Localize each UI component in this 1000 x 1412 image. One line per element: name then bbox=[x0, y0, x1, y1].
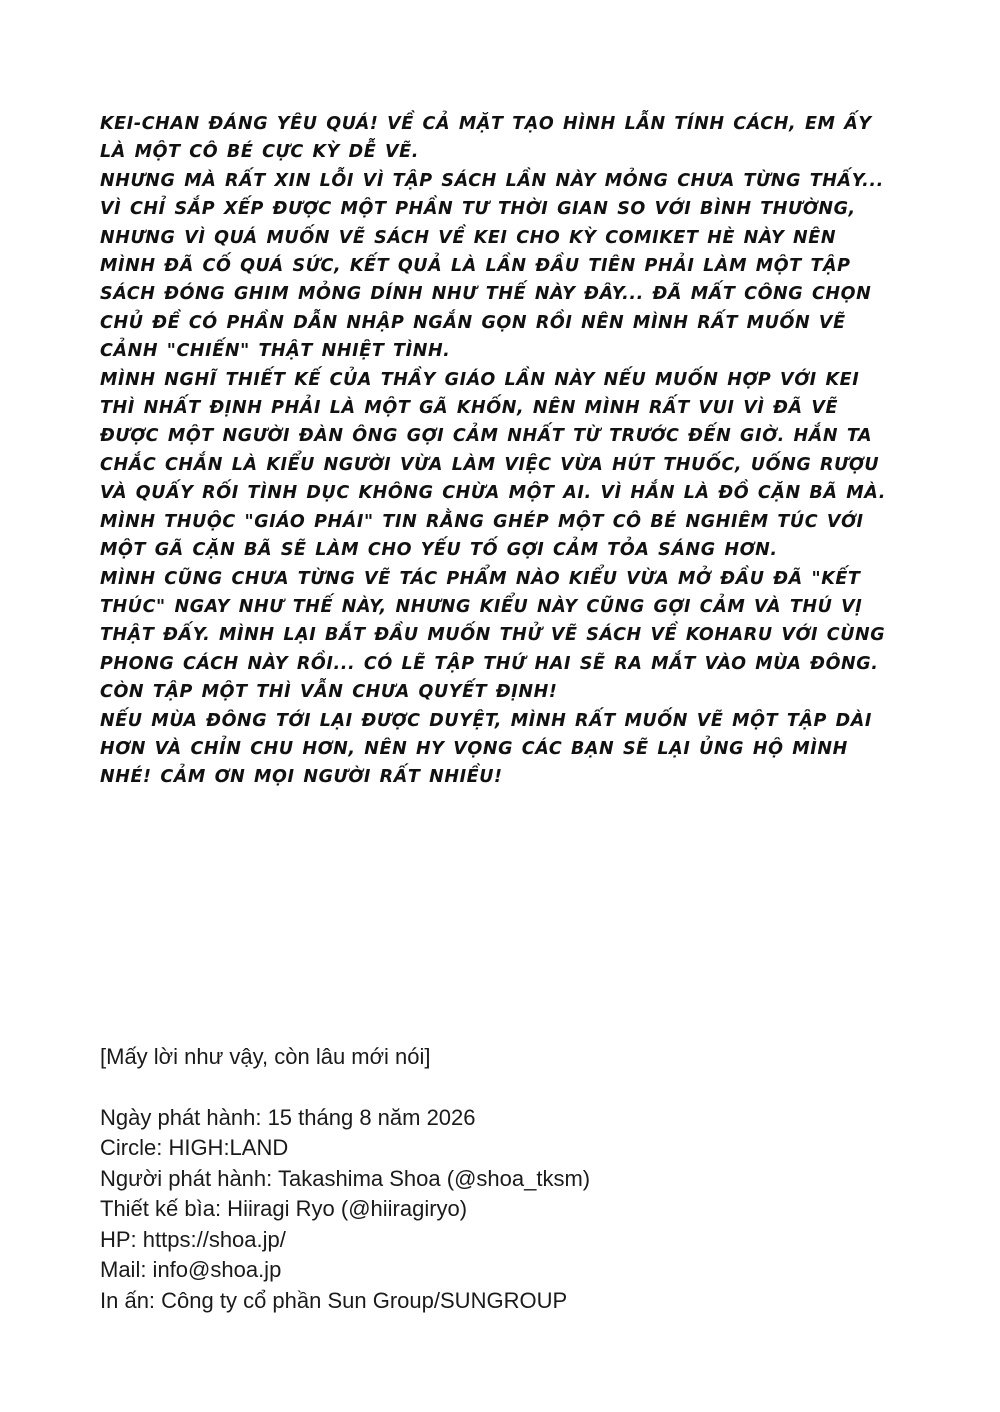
colophon-heading: [Mấy lời như vậy, còn lâu mới nói] bbox=[100, 1044, 431, 1069]
mail-line: Mail: info@shoa.jp bbox=[100, 1257, 282, 1282]
publisher-line: Người phát hành: Takashima Shoa (@shoa_tksm) bbox=[100, 1165, 591, 1191]
afterword-paragraph-4: MÌNH CŨNG CHƯA TỪNG VẼ TÁC PHẨM NÀO KIỂU VỪA MỞ ĐẦU ĐÃ "KẾT THÚC" NGAY NHƯ THẾ NÀY, NHƯNG KIỂU NÀY CŨNG GỢI CẢM VÀ THÚ VỊ THẬT ĐẤY. MÌNH LẠI BẮT ĐẦU MUỐN THỬ VẼ SÁCH VỀ KOHARU VỚI CÙNG PHONG CÁCH NÀY RỒI... CÓ LẼ TẬP THỨ HAI SẼ RA MẮT VÀO MÙA ĐÔNG. CÒN TẬP MỘT THÌ VẪN CHƯA QUYẾT ĐỊNH! bbox=[100, 568, 886, 703]
afterword-paragraph-5: NẾU MÙA ĐÔNG TỚI LẠI ĐƯỢC DUYỆT, MÌNH RẤT MUỐN VẼ MỘT TẬP DÀI HƠN VÀ CHỈN CHU HƠN, NÊN HY VỌNG CÁC BẠN SẼ LẠI ỦNG HỘ MÌNH NHÉ! CẢM ƠN MỌI NGƯỜI RẤT NHIỀU! bbox=[100, 710, 872, 788]
homepage-line: HP: https://shoa.jp/ bbox=[100, 1226, 286, 1252]
cover-design-line: Thiết kế bìa: Hiiragi Ryo (@hiiragiryo) bbox=[100, 1196, 468, 1221]
afterword-paragraph-2: NHƯNG MÀ RẤT XIN LỖI VÌ TẬP SÁCH LẦN NÀY MỎNG CHƯA TỪNG THẤY... VÌ CHỈ SẮP XẾP ĐƯỢC MỘT PHẦN TƯ THỜI GIAN SO VỚI BÌNH THƯỜNG, NHƯNG VÌ QUÁ MUỐN VẼ SÁCH VỀ KEI CHO KỲ COMIKET HÈ NÀY NÊN MÌNH ĐÃ CỐ QUÁ SỨC, KẾT QUẢ LÀ LẦN ĐẦU TIÊN PHẢI LÀM MỘT TẬP SÁCH ĐÓNG GHIM MỎNG DÍNH NHƯ THẾ NÀY ĐÂY... ĐÃ MẤT CÔNG CHỌN CHỦ ĐỀ CÓ PHẦN DẪN NHẬP NGẮN GỌN RỒI NÊN MÌNH RẤT MUỐN VẼ CẢNH "CHIẾN" THẬT NHIỆT TÌNH. bbox=[100, 170, 884, 362]
printer-line: In ấn: Công ty cổ phần Sun Group/SUNGROUP bbox=[100, 1287, 568, 1313]
release-date-line: Ngày phát hành: 15 tháng 8 năm 2026 bbox=[100, 1104, 476, 1130]
colophon bbox=[100, 1042, 900, 1316]
afterword-paragraph-1: KEI-CHAN ĐÁNG YÊU QUÁ! VỀ CẢ MẶT TẠO HÌNH LẪN TÍNH CÁCH, EM ẤY LÀ MỘT CÔ BÉ CỰC KỲ DỄ VẼ. bbox=[100, 114, 872, 163]
afterword-paragraph-3: MÌNH NGHĨ THIẾT KẾ CỦA THẦY GIÁO LẦN NÀY NẾU MUỐN HỢP VỚI KEI THÌ NHẤT ĐỊNH PHẢI LÀ MỘT GÃ KHỐN, NÊN MÌNH RẤT VUI VÌ ĐÃ VẼ ĐƯỢC MỘT NGƯỜI ĐÀN ÔNG GỢI CẢM NHẤT TỪ TRƯỚC ĐẾN GIỜ. HẮN TA CHẮC CHẮN LÀ KIỂU NGƯỜI VỪA LÀM VIỆC VỪA HÚT THUỐC, UỐNG RƯỢU VÀ QUẤY RỐI TÌNH DỤC KHÔNG CHỪA MỘT AI. VÌ HẮN LÀ ĐỒ CẶN BÃ MÀ. MÌNH THUỘC "GIÁO PHÁI" TIN RẰNG GHÉP MỘT CÔ BÉ NGHIÊM TÚC VỚI MỘT GÃ CẶN BÃ SẼ LÀM CHO YẾU TỐ GỢI CẢM TỎA SÁNG HƠN. bbox=[100, 369, 886, 561]
circle-line: Circle: HIGH:LAND bbox=[100, 1135, 289, 1160]
afterword-text-block bbox=[100, 110, 900, 792]
